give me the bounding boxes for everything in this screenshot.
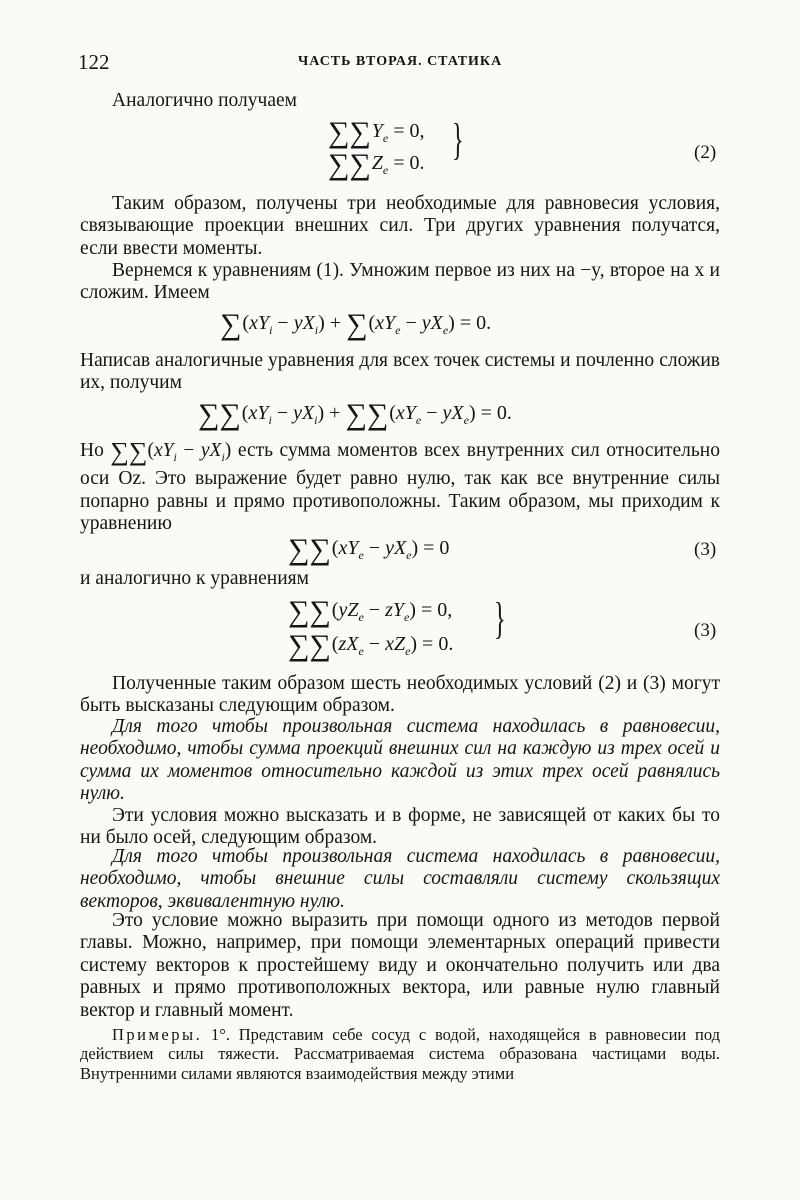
examples-paragraph <box>80 1025 720 1083</box>
right-brace-2: } <box>452 115 464 164</box>
paragraph-2: Таким образом, получены три необходимые для равновесия условия, связывающие проекции внешних сил. Три других уравнения получатся, если ввести моменты. <box>80 193 720 259</box>
equation-number-3a: (3) <box>694 539 717 560</box>
theorem-statement-1: Для того чтобы произвольная система находилась в равновесии, необходимо, чтобы сумма проекций внешних сил на каждую из трех осей и сумма их моментов относительно каждой из этих трех осей равнялись нулю. <box>80 716 720 805</box>
examples-text: 1°. Представим себе сосуд с водой, находящейся в равновесии под действием силы тяжести. Рассматриваемая система образована частицами воды. Внутренними силами являются взаимодействия между этими <box>80 1025 720 1083</box>
inline-internal-moment-sum: $\sum\sum(xY_i - yX_i)$ <box>110 437 232 466</box>
paragraph-6: и аналогично к уравнениям <box>80 568 309 589</box>
running-title: ЧАСТЬ ВТОРАЯ. СТАТИКА <box>298 54 503 69</box>
paragraph-3: Вернемся к уравнениям (1). Умножим первое из них на −y, второе на x и сложим. Имеем <box>80 260 720 304</box>
equation-number-2: (2) <box>694 142 717 163</box>
paragraph-11: Это условие можно выразить при помощи одного из методов первой главы. Можно, например, при помощи элементарных операций привести систему векторов к простейшему виду и окончательно получить или два равных и прямо противоположных вектора, или равные нулю главный вектор и главный момент. <box>80 910 720 1021</box>
page-number: 122 <box>78 50 110 74</box>
equation-sum-ze: $\sum\sum Z_e = 0$. <box>328 148 425 181</box>
paragraph-7: Полученные таким образом шесть необходимых условий (2) и (3) могут быть высказаны следующим образом. <box>80 673 720 717</box>
equation-number-3b: (3) <box>694 620 717 641</box>
paragraph-4: Написав аналогичные уравнения для всех точек системы и почленно сложив их, получим <box>80 350 720 394</box>
paragraph-5-body: есть сумма моментов всех внутренних сил относительно оси Oz. Это выражение будет равно нулю, так как все внутренние силы попарно равны и прямо противоположны. Таким образом, мы приходим к уравнению <box>80 440 720 535</box>
paragraph-5 <box>80 437 720 536</box>
paragraph-1: Аналогично получаем <box>112 90 297 111</box>
right-brace-3: } <box>494 594 506 643</box>
equation-moment-z: $\sum\sum(xY_e - yX_e) = 0$ <box>288 533 450 566</box>
paragraph-5-lead: Но <box>80 440 104 461</box>
equation-moment-y: $\sum\sum(zX_e - xZ_e) = 0$. <box>288 629 454 662</box>
equation-moment-x: $\sum\sum(yZ_e - zY_e) = 0$, <box>288 595 453 628</box>
equation-moment-point: $\sum(xY_i - yX_i) + \sum(xY_e - yX_e) = 0$. <box>220 308 492 341</box>
equation-moment-system: $\sum\sum(xY_i - yX_i) + \sum\sum(xY_e - yX_e) = 0$. <box>198 398 512 431</box>
examples-label: Примеры. <box>112 1025 203 1044</box>
theorem-statement-2: Для того чтобы произвольная система находилась в равновесии, необходимо, чтобы внешние силы составляли систему скользящих векторов, эквивалентную нулю. <box>80 846 720 912</box>
paragraph-9: Эти условия можно высказать и в форме, не зависящей от каких бы то ни было осей, следующим образом. <box>80 805 720 849</box>
equation-sum-ye: $\sum\sum Y_e = 0$, <box>328 116 425 149</box>
